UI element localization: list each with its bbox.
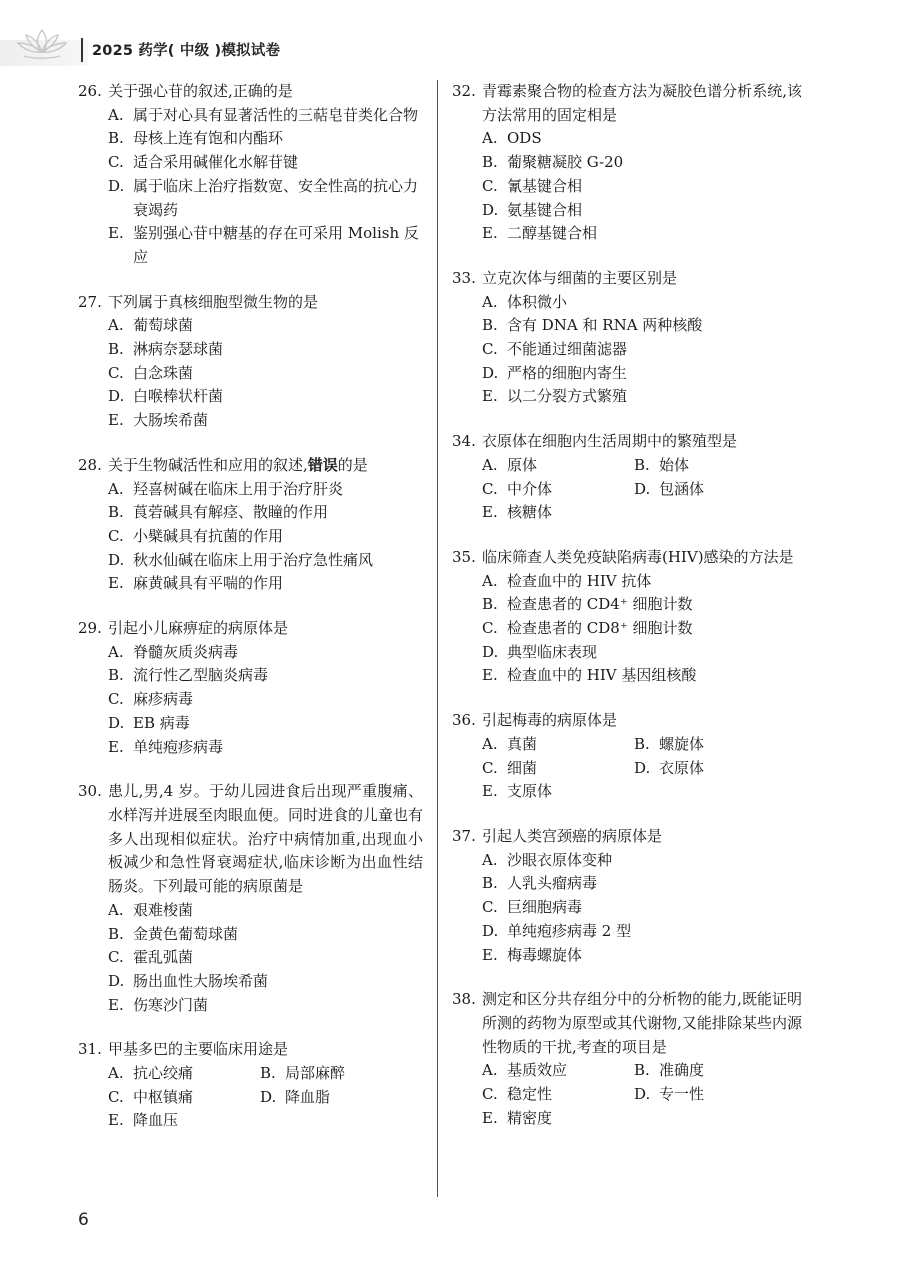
option-row [452, 478, 802, 502]
page-number: 6 [78, 1210, 89, 1230]
option-text: 流行性乙型脑炎病毒 [133, 666, 269, 685]
option-text: 检查血中的 HIV 基因组核酸 [507, 666, 697, 685]
question-text: 引起人类宫颈癌的病原体是 [482, 826, 663, 845]
answer-option [78, 151, 423, 175]
emphasis-word: 错误 [307, 455, 338, 474]
answer-option [452, 291, 802, 315]
question-text: 患儿,男,4 岁。于幼儿园进食后出现严重腹痛、水样泻并进展至肉眼血便。同时进食的儿童也有多人出现相似症状。治疗中病情加重,出现血小板减少和急性肾衰竭症状,临床诊断为出血性结肠炎。下列最可能的病原菌是 [108, 782, 424, 896]
option-letter: A. [482, 129, 498, 148]
option-letter: B. [108, 340, 124, 359]
option-text: 螺旋体 [659, 734, 705, 753]
question-number: 28. [78, 455, 102, 474]
option-text: 人乳头瘤病毒 [507, 874, 598, 893]
answer-option [634, 733, 786, 757]
question-stem [452, 988, 802, 1059]
option-letter: C. [482, 1085, 498, 1104]
option-row [452, 757, 802, 781]
option-letter: D. [108, 971, 125, 990]
answer-option [78, 994, 423, 1018]
right-column [452, 80, 802, 1151]
option-letter: E. [482, 945, 498, 964]
question-number: 27. [78, 292, 102, 311]
question-26 [78, 80, 423, 270]
option-letter: B. [482, 595, 498, 614]
option-text: 检查患者的 CD8⁺ 细胞计数 [507, 619, 693, 638]
option-letter: A. [108, 479, 124, 498]
option-text: 检查患者的 CD4⁺ 细胞计数 [507, 595, 693, 614]
answer-option [634, 1059, 786, 1083]
option-text: 包涵体 [659, 479, 705, 498]
option-text: 巨细胞病毒 [507, 898, 583, 917]
question-stem [78, 780, 423, 899]
option-text: 金黄色葡萄球菌 [133, 924, 239, 943]
option-letter: C. [482, 340, 498, 359]
option-row [452, 454, 802, 478]
option-text: 肠出血性大肠埃希菌 [133, 971, 269, 990]
option-text: 衣原体 [659, 758, 705, 777]
option-text: 中介体 [507, 479, 553, 498]
option-text: 准确度 [659, 1061, 705, 1080]
option-letter: A. [482, 455, 498, 474]
question-29 [78, 617, 423, 759]
answer-option [452, 1107, 802, 1131]
option-letter: B. [482, 153, 498, 172]
answer-option [78, 736, 423, 760]
option-text: 沙眼衣原体变种 [507, 850, 613, 869]
option-row [78, 1062, 423, 1086]
option-letter: E. [482, 224, 498, 243]
header-separator [81, 38, 83, 62]
answer-option [260, 1086, 412, 1110]
option-text: 氨基键合相 [507, 200, 583, 219]
answer-option [452, 872, 802, 896]
option-text: 细菌 [507, 758, 538, 777]
option-text: 鉴别强心苷中糖基的存在可采用 Molish 反应 [133, 224, 419, 266]
question-number: 30. [78, 782, 102, 801]
option-text: 体积微小 [507, 292, 568, 311]
option-text: 梅毒螺旋体 [507, 945, 583, 964]
header-title: 2025 药学( 中级 )模拟试卷 [92, 43, 281, 59]
answer-option [452, 896, 802, 920]
question-text: 临床筛查人类免疫缺陷病毒(HIV)感染的方法是 [482, 547, 794, 566]
question-text: 甲基多巴的主要临床用途是 [108, 1040, 289, 1059]
option-letter: C. [108, 363, 124, 382]
question-text: 立克次体与细菌的主要区别是 [482, 268, 678, 287]
option-text: 属于对心具有显著活性的三萜皂苷类化合物 [133, 105, 419, 124]
option-text: ODS [507, 129, 542, 148]
question-number: 33. [452, 268, 476, 287]
option-letter: E. [482, 503, 498, 522]
option-text: 大肠埃希菌 [133, 411, 209, 430]
answer-option [78, 314, 423, 338]
question-stem [452, 709, 802, 733]
option-letter: B. [634, 1061, 650, 1080]
option-letter: B. [108, 129, 124, 148]
answer-option [452, 314, 802, 338]
answer-option [452, 944, 802, 968]
option-text: 真菌 [507, 734, 538, 753]
question-number: 38. [452, 990, 476, 1009]
option-text: 霍乱弧菌 [133, 948, 194, 967]
answer-option [260, 1062, 412, 1086]
option-letter: E. [108, 1111, 124, 1130]
option-letter: E. [482, 1108, 498, 1127]
option-text: 伤寒沙门菌 [133, 995, 209, 1014]
answer-option [452, 641, 802, 665]
question-30 [78, 780, 423, 1017]
option-letter: D. [634, 1085, 651, 1104]
answer-option [78, 362, 423, 386]
question-text: 引起梅毒的病原体是 [482, 711, 618, 730]
option-letter: D. [482, 642, 499, 661]
question-stem [452, 430, 802, 454]
answer-option [78, 501, 423, 525]
option-text: 氰基键合相 [507, 176, 583, 195]
option-letter: C. [108, 948, 124, 967]
answer-option [78, 549, 423, 573]
option-text: 麻疹病毒 [133, 690, 194, 709]
option-row [452, 1083, 802, 1107]
answer-option [78, 923, 423, 947]
question-number: 37. [452, 826, 476, 845]
option-text: 淋病奈瑟球菌 [133, 340, 224, 359]
option-letter: A. [482, 1061, 498, 1080]
option-letter: E. [482, 782, 498, 801]
answer-option [452, 175, 802, 199]
option-text: 不能通过细菌滤器 [507, 340, 628, 359]
option-letter: A. [482, 571, 498, 590]
answer-option [78, 970, 423, 994]
option-letter: B. [260, 1064, 276, 1083]
option-text: 适合采用碱催化水解苷键 [133, 153, 299, 172]
question-stem [452, 267, 802, 291]
option-text: 含有 DNA 和 RNA 两种核酸 [507, 316, 703, 335]
answer-option [634, 1083, 786, 1107]
option-letter: B. [482, 316, 498, 335]
option-text: 二醇基键合相 [507, 224, 598, 243]
answer-option [78, 899, 423, 923]
option-text: 基质效应 [507, 1061, 568, 1080]
option-letter: B. [482, 874, 498, 893]
option-letter: B. [634, 455, 650, 474]
question-text-part: 的是 [337, 455, 368, 474]
question-number: 31. [78, 1040, 102, 1059]
answer-option [78, 688, 423, 712]
answer-option [452, 780, 802, 804]
answer-option [452, 849, 802, 873]
option-letter: D. [108, 550, 125, 569]
answer-option [78, 222, 423, 269]
option-text: 单纯疱疹病毒 2 型 [507, 921, 632, 940]
option-text: 精密度 [507, 1108, 553, 1127]
column-divider [437, 80, 438, 1197]
option-letter: C. [482, 898, 498, 917]
option-text: 白念珠菌 [133, 363, 194, 382]
option-text: 始体 [659, 455, 690, 474]
question-33 [452, 267, 802, 409]
answer-option [452, 222, 802, 246]
answer-option [482, 478, 634, 502]
answer-option [452, 127, 802, 151]
answer-option [78, 712, 423, 736]
question-28 [78, 454, 423, 596]
answer-option [452, 199, 802, 223]
answer-option [452, 920, 802, 944]
question-text-part: 关于生物碱活性和应用的叙述, [108, 455, 308, 474]
option-text: 小檗碱具有抗菌的作用 [133, 526, 284, 545]
option-letter: C. [108, 1087, 124, 1106]
answer-option [78, 572, 423, 596]
answer-option [482, 757, 634, 781]
answer-option [482, 1059, 634, 1083]
option-letter: E. [108, 574, 124, 593]
question-text: 衣原体在细胞内生活周期中的繁殖型是 [482, 432, 738, 451]
question-37 [452, 825, 802, 967]
option-letter: D. [260, 1087, 277, 1106]
option-text: 麻黄碱具有平喘的作用 [133, 574, 284, 593]
answer-option [452, 501, 802, 525]
question-34 [452, 430, 802, 525]
answer-option [452, 664, 802, 688]
answer-option [78, 525, 423, 549]
option-letter: E. [108, 995, 124, 1014]
question-text: 引起小儿麻痹症的病原体是 [108, 619, 289, 638]
question-stem [78, 291, 423, 315]
option-letter: D. [634, 479, 651, 498]
answer-option [78, 385, 423, 409]
answer-option [78, 1109, 423, 1133]
answer-option [482, 454, 634, 478]
answer-option [108, 1086, 260, 1110]
option-letter: D. [108, 387, 125, 406]
option-letter: D. [482, 363, 499, 382]
option-letter: E. [482, 666, 498, 685]
option-letter: A. [108, 316, 124, 335]
option-letter: B. [634, 734, 650, 753]
option-row [452, 1059, 802, 1083]
answer-option [452, 362, 802, 386]
answer-option [78, 175, 423, 222]
answer-option [634, 454, 786, 478]
option-letter: E. [108, 411, 124, 430]
question-number: 29. [78, 619, 102, 638]
option-text: 脊髓灰质炎病毒 [133, 642, 239, 661]
question-stem [78, 80, 423, 104]
question-text [108, 454, 423, 478]
option-row [78, 1086, 423, 1110]
question-text: 测定和区分共存组分中的分析物的能力,既能证明所测的药物为原型或其代谢物,又能排除某些内源性物质的干扰,考查的项目是 [482, 990, 802, 1056]
option-text: 中枢镇痛 [133, 1087, 194, 1106]
option-text: 葡萄球菌 [133, 316, 194, 335]
question-text: 关于强心苷的叙述,正确的是 [108, 82, 293, 100]
option-text: 秋水仙碱在临床上用于治疗急性痛风 [133, 550, 374, 569]
option-row [452, 733, 802, 757]
option-letter: B. [108, 666, 124, 685]
option-text: 葡聚糖凝胶 G-20 [507, 153, 624, 172]
answer-option [482, 1083, 634, 1107]
option-letter: E. [108, 737, 124, 756]
question-32 [452, 80, 802, 246]
option-letter: C. [482, 176, 498, 195]
answer-option [482, 733, 634, 757]
answer-option [78, 641, 423, 665]
answer-option [78, 104, 423, 128]
question-stem [452, 546, 802, 570]
question-text: 青霉素聚合物的检查方法为凝胶色谱分析系统,该方法常用的固定相是 [482, 82, 802, 124]
question-number: 36. [452, 711, 476, 730]
question-text: 下列属于真核细胞型微生物的是 [108, 292, 319, 311]
option-text: 严格的细胞内寄生 [507, 363, 628, 382]
option-letter: A. [108, 642, 124, 661]
question-stem [78, 617, 423, 641]
option-letter: A. [482, 850, 498, 869]
option-text: 降血脂 [285, 1087, 331, 1106]
question-stem [452, 825, 802, 849]
option-letter: C. [108, 526, 124, 545]
answer-option [452, 593, 802, 617]
answer-option [108, 1062, 260, 1086]
option-text: 核糖体 [507, 503, 553, 522]
option-text: EB 病毒 [133, 713, 190, 732]
option-letter: C. [108, 153, 124, 172]
question-27 [78, 291, 423, 433]
option-text: 典型临床表现 [507, 642, 598, 661]
option-text: 属于临床上治疗指数宽、安全性高的抗心力衰竭药 [133, 176, 419, 219]
option-text: 降血压 [133, 1111, 179, 1130]
option-letter: D. [482, 200, 499, 219]
option-text: 稳定性 [507, 1085, 553, 1104]
answer-option [78, 338, 423, 362]
option-text: 专一性 [659, 1085, 705, 1104]
option-letter: E. [482, 387, 498, 406]
question-38 [452, 988, 802, 1130]
answer-option [634, 757, 786, 781]
answer-option [78, 478, 423, 502]
option-letter: C. [482, 758, 498, 777]
left-column [78, 80, 423, 1154]
answer-option [78, 664, 423, 688]
option-text: 羟喜树碱在临床上用于治疗肝炎 [133, 479, 344, 498]
question-stem [78, 454, 423, 478]
question-stem [78, 1038, 423, 1062]
question-number: 26. [78, 82, 102, 100]
answer-option [452, 338, 802, 362]
option-letter: D. [108, 176, 125, 195]
page-header [0, 26, 900, 66]
option-letter: C. [482, 479, 498, 498]
answer-option [452, 617, 802, 641]
answer-option [634, 478, 786, 502]
option-text: 莨菪碱具有解痉、散瞳的作用 [133, 503, 329, 522]
answer-option [78, 946, 423, 970]
option-text: 支原体 [507, 782, 553, 801]
answer-option [78, 409, 423, 433]
answer-option [452, 151, 802, 175]
question-35 [452, 546, 802, 688]
option-text: 局部麻醉 [285, 1064, 346, 1083]
option-letter: A. [108, 1064, 124, 1083]
option-text: 白喉棒状杆菌 [133, 387, 224, 406]
question-stem [452, 80, 802, 127]
option-text: 原体 [507, 455, 538, 474]
option-letter: D. [634, 758, 651, 777]
option-letter: A. [108, 900, 124, 919]
option-letter: B. [108, 503, 124, 522]
option-letter: A. [482, 734, 498, 753]
answer-option [78, 127, 423, 151]
option-letter: A. [108, 105, 124, 124]
lotus-logo-icon [14, 26, 70, 60]
option-letter: A. [482, 292, 498, 311]
question-number: 32. [452, 82, 476, 100]
question-31 [78, 1038, 423, 1133]
option-text: 抗心绞痛 [133, 1064, 194, 1083]
option-letter: B. [108, 924, 124, 943]
question-number: 35. [452, 547, 476, 566]
answer-option [452, 570, 802, 594]
question-36 [452, 709, 802, 804]
option-text: 单纯疱疹病毒 [133, 737, 224, 756]
option-letter: E. [108, 224, 124, 243]
option-letter: C. [482, 619, 498, 638]
option-text: 艰难梭菌 [133, 900, 194, 919]
option-letter: D. [108, 713, 125, 732]
option-text: 以二分裂方式繁殖 [507, 387, 628, 406]
answer-option [452, 385, 802, 409]
option-letter: C. [108, 690, 124, 709]
option-text: 检查血中的 HIV 抗体 [507, 571, 652, 590]
option-text: 母核上连有饱和内酯环 [133, 129, 284, 148]
question-number: 34. [452, 432, 476, 451]
option-letter: D. [482, 921, 499, 940]
